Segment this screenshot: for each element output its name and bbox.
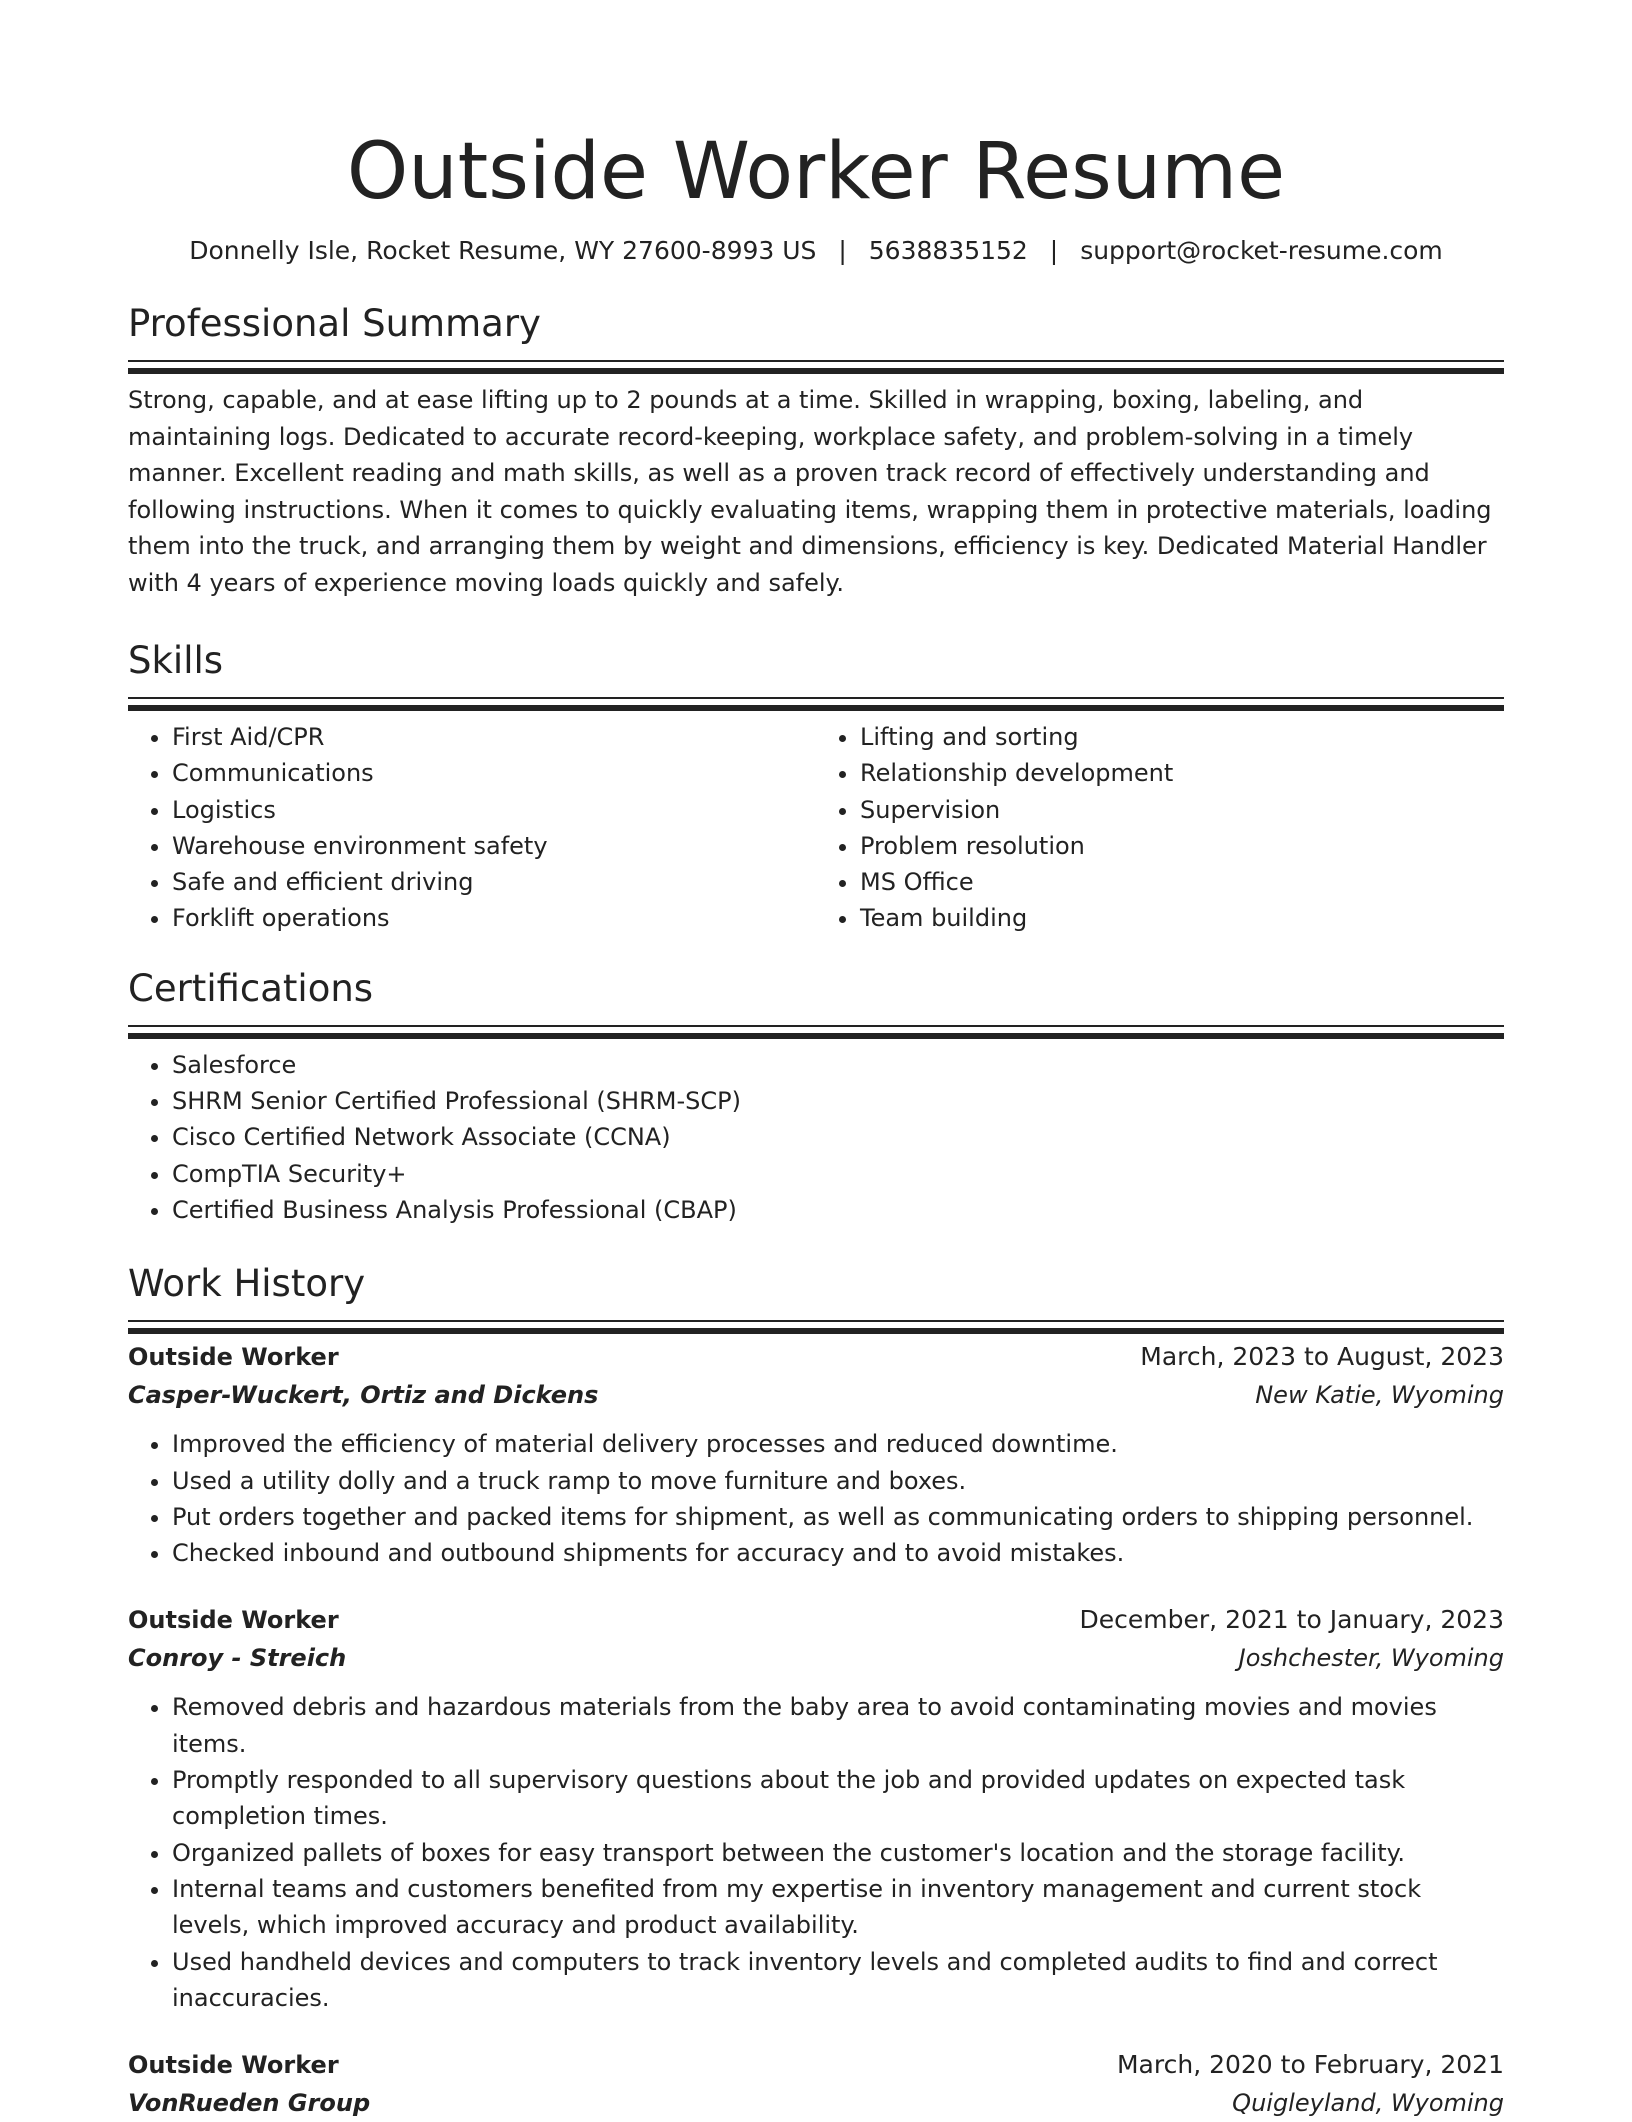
job-bullet: • Checked inbound and outbound shipments for accuracy and to avoid mistakes. bbox=[172, 1535, 1504, 1571]
skill-item: • Safe and efficient driving bbox=[172, 864, 816, 900]
contact-separator: | bbox=[1049, 236, 1059, 265]
job-title: Outside Worker bbox=[128, 2051, 339, 2080]
job-subheader bbox=[128, 1639, 1504, 1677]
certifications-list bbox=[128, 1047, 1504, 1228]
skill-item: • Lifting and sorting bbox=[860, 719, 1504, 755]
job-entry bbox=[128, 2046, 1504, 2122]
certification-item: • CompTIA Security+ bbox=[172, 1156, 1504, 1192]
skill-item: • Team building bbox=[860, 900, 1504, 936]
skill-item: • Supervision bbox=[860, 792, 1504, 828]
job-location: Quigleyland, Wyoming bbox=[1232, 2089, 1504, 2118]
job-bullet: • Removed debris and hazardous materials from the baby area to avoid contaminating movies and movies items. bbox=[172, 1689, 1504, 1762]
job-company: VonRueden Group bbox=[128, 2089, 371, 2118]
job-bullet: • Improved the efficiency of material delivery processes and reduced downtime. bbox=[172, 1426, 1504, 1462]
job-bullet: • Put orders together and packed items for shipment, as well as communicating orders to shipping personnel. bbox=[172, 1499, 1504, 1535]
resume-title: Outside Worker Resume bbox=[346, 127, 1286, 217]
section-title-summary: Professional Summary bbox=[128, 302, 541, 345]
job-company: Conroy - Streich bbox=[128, 1644, 347, 1673]
skills-list-right bbox=[816, 719, 1504, 937]
contact-email: support@rocket-resume.com bbox=[1080, 236, 1443, 265]
skills-grid bbox=[128, 719, 1504, 937]
certifications-section bbox=[128, 965, 1504, 1228]
skill-item: • Relationship development bbox=[860, 755, 1504, 791]
skill-item: • Communications bbox=[172, 755, 816, 791]
work-history-section bbox=[128, 1260, 1504, 2122]
job-location: Joshchester, Wyoming bbox=[1238, 1644, 1504, 1673]
skills-section bbox=[128, 637, 1504, 937]
contact-line bbox=[128, 234, 1504, 268]
job-entry bbox=[128, 1601, 1504, 2016]
job-bullet: • Organized pallets of boxes for easy transport between the customer's location and the storage facility. bbox=[172, 1835, 1504, 1871]
skill-item: • Problem resolution bbox=[860, 828, 1504, 864]
job-subheader bbox=[128, 2084, 1504, 2122]
skills-column-left bbox=[128, 719, 816, 937]
skills-column-right bbox=[816, 719, 1504, 937]
job-bullet: • Used a utility dolly and a truck ramp to move furniture and boxes. bbox=[172, 1463, 1504, 1499]
certification-item: • Certified Business Analysis Professional (CBAP) bbox=[172, 1192, 1504, 1228]
job-dates: March, 2020 to February, 2021 bbox=[1116, 2050, 1504, 2080]
contact-address: Donnelly Isle, Rocket Resume, WY 27600-8993 US bbox=[189, 236, 817, 265]
certification-item: • Cisco Certified Network Associate (CCNA) bbox=[172, 1119, 1504, 1155]
section-title-certifications: Certifications bbox=[128, 966, 374, 1010]
contact-separator: | bbox=[838, 236, 847, 265]
job-header bbox=[128, 1601, 1504, 1639]
job-company: Casper-Wuckert, Ortiz and Dickens bbox=[128, 1381, 599, 1410]
job-bullet: • Internal teams and customers benefited from my expertise in inventory management and current stock levels, which improved accuracy and product availability. bbox=[172, 1871, 1504, 1944]
section-divider bbox=[128, 360, 1504, 362]
job-header bbox=[128, 2046, 1504, 2084]
skill-item: • Warehouse environment safety bbox=[172, 828, 816, 864]
certification-item: • Salesforce bbox=[172, 1047, 1504, 1083]
skills-list-left bbox=[128, 719, 816, 937]
job-title: Outside Worker bbox=[128, 1606, 339, 1635]
certification-item: • SHRM Senior Certified Professional (SHRM-SCP) bbox=[172, 1083, 1504, 1119]
skill-item: • MS Office bbox=[860, 864, 1504, 900]
section-title-skills: Skills bbox=[128, 639, 224, 682]
summary-text: Strong, capable, and at ease lifting up to 2 pounds at a time. Skilled in wrapping, boxing, labeling, and maintaining logs. Dedicated to accurate record-keeping, workplace safety, and problem-solving in a timely manner. Excellent reading and math skills, as well as a proven track record of effectively understanding and following instructions. When it comes to quickly evaluating items, wrapping them in protective materials, loading them into the truck, and arranging them by weight and dimensions, efficiency is key. Dedicated Material Handler with 4 years of experience moving loads quickly and safely. bbox=[128, 386, 1492, 597]
contact-phone: 5638835152 bbox=[868, 236, 1028, 265]
job-bullets bbox=[128, 1689, 1504, 2016]
job-entry bbox=[128, 1338, 1504, 1571]
job-location: New Katie, Wyoming bbox=[1255, 1381, 1504, 1410]
job-title: Outside Worker bbox=[128, 1343, 339, 1372]
job-header bbox=[128, 1338, 1504, 1376]
section-divider bbox=[128, 1025, 1504, 1027]
section-divider bbox=[128, 697, 1504, 699]
job-bullet: • Promptly responded to all supervisory questions about the job and provided updates on expected task completion times. bbox=[172, 1762, 1504, 1835]
job-subheader bbox=[128, 1376, 1504, 1414]
job-dates: March, 2023 to August, 2023 bbox=[1140, 1342, 1504, 1372]
skill-item: • First Aid/CPR bbox=[172, 719, 816, 755]
section-divider bbox=[128, 1320, 1504, 1322]
job-bullet: • Used handheld devices and computers to track inventory levels and completed audits to find and correct inaccuracies. bbox=[172, 1944, 1504, 2017]
job-bullets bbox=[128, 1426, 1504, 1571]
section-title-work-history: Work History bbox=[128, 1262, 366, 1306]
job-dates: December, 2021 to January, 2023 bbox=[1079, 1605, 1504, 1635]
skill-item: • Logistics bbox=[172, 792, 816, 828]
summary-section bbox=[128, 300, 1504, 601]
skill-item: • Forklift operations bbox=[172, 900, 816, 936]
